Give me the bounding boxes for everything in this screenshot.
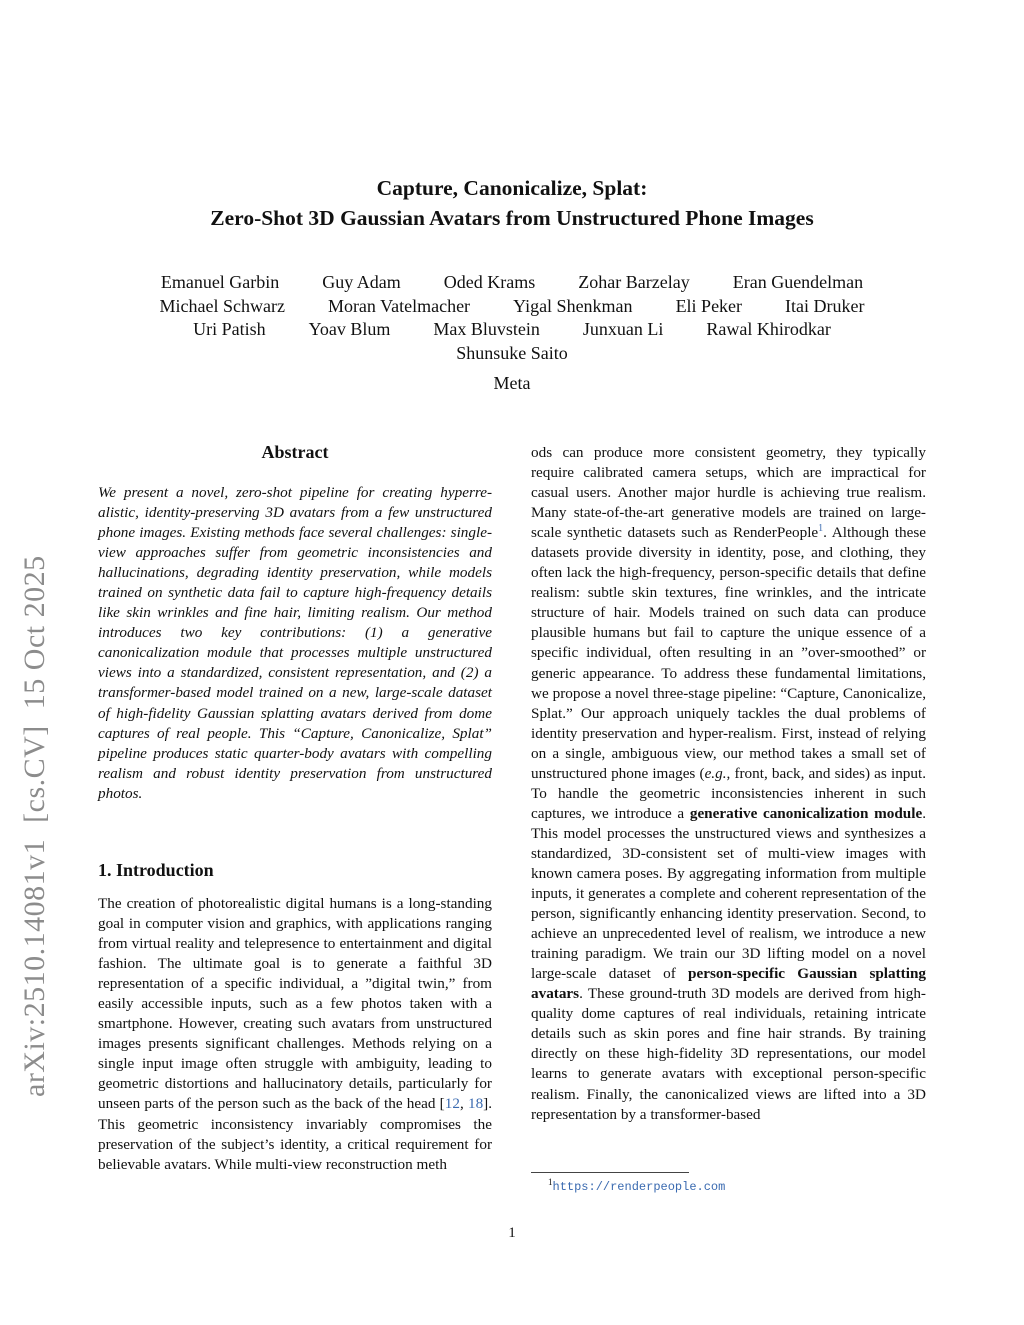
- affiliation: Meta: [493, 373, 531, 393]
- abstract-heading: Abstract: [261, 442, 329, 462]
- author-name: Max Bluvstein: [433, 319, 540, 339]
- author-name: Emanuel Garbin: [160, 272, 280, 292]
- page-number: 1: [508, 1225, 516, 1241]
- author-row: [0, 295, 1024, 319]
- author-list: [0, 271, 1024, 365]
- footnote: [548, 1177, 725, 1194]
- body-text: . These ground-truth 3D models are derived from high-quality dome captures of real individuals, retaining intricate details such as skin pores and fine hair strands. By training directly on these high-fidelity 3D representations, our model learns to generate avatars with exceptional person-specific realism. Finally, the canonicalized views are lifted into a 3D representation by a transformer-based: [531, 985, 926, 1123]
- body-text: . This model processes the unstructured views and synthesizes a standardized, 3D-consistent set of multi-view images with known camera poses. By aggregating information from multiple inputs, it generates a complete and coherent representation of the person, significantly enhancing identity preservation. Second, to achieve an unprecedented level of realism, we introduce a new training paradigm. We train our 3D lifting model on a novel large-scale dataset of: [531, 804, 926, 983]
- intro-text: The creation of photorealistic digital humans is a long-standing goal in computer vision and graphics, with applications ranging from virtual reality and telepresence to entertainment and digital fashion. The ultimate goal is to generate a faithful 3D representation of a specific individual, a ”digital twin,” from easily accessible inputs, such as a few photos taken with a smartphone. However, creating such avatars from unstructured images presents significant challenges. Methods relying on a single input image often struggle with ambiguity, leading to geometric distortions and hallucinatory details, particularly for unseen parts of the person such as the back of the head [: [98, 895, 492, 1113]
- title-line-2: Zero-Shot 3D Gaussian Avatars from Unstructured Phone Images: [210, 206, 814, 230]
- citation-link[interactable]: 12: [444, 1095, 460, 1113]
- body-text: . Although these datasets provide diversity in identity, pose, and clothing, they often lack the high-frequency, person-specific details that define realism: subtle skin textures, fine wrinkles, and the intricate structure of hair. Models trained on such data can produce plausible humans but fail to capture the unique essence of a specific individual, often resulting in an ”over-smoothed” or generic appearance. To address these fundamental limitations, we propose a novel three-stage pipeline: “Capture, Canonicalize, Splat.” Our approach uniquely tackles the dual problems of identity preservation and hyper-realism. First, instead of relying on a single, ambiguous view, our method takes a small set of unstructured phone images (: [531, 524, 926, 782]
- footnote-number: 1: [548, 1177, 553, 1187]
- citation-link[interactable]: 18: [467, 1095, 484, 1113]
- section-heading-introduction: 1. Introduction: [98, 860, 214, 880]
- author-name: Yoav Blum: [308, 319, 391, 339]
- body-text-italic: e.g.: [704, 764, 727, 782]
- author-row: [0, 342, 1024, 366]
- abstract-text: We present a novel, zero-shot pipeline for creating hyperrealistic, identity-preserving 3D avatars from a few unstructured phone images. Existing methods face several challenges: single-view approaches suffer from geometric inconsistencies and hallucinations, degrading identity preservation, while models trained on synthetic data fail to capture high-frequency details like skin wrinkles and fine hair, limiting realism. Our method introduces two key contributions: (1) a generative canonicalization module that processes multiple unstructured views into a standardized, consistent representation, and (2) a transformer-based model trained on a new, large-scale dataset of high-fidelity Gaussian splatting avatars derived from dome captures of real people. This “Capture, Canonicalize, Splat” pipeline produces static quarter-body avatars with compelling realism and robust identity preservation from unstructured photos.: [98, 484, 492, 802]
- author-name: Eli Peker: [675, 295, 743, 316]
- body-text-bold: person-specific Gaussian splatting avatars: [531, 965, 926, 1003]
- author-row: [0, 318, 1024, 342]
- footnote-marker[interactable]: 1: [818, 523, 824, 535]
- body-text: , front, back, and sides) as input. To handle the geometric inconsistencies inherent in such captures, we introduce a: [531, 764, 926, 822]
- author-name: Oded Krams: [443, 272, 536, 292]
- author-name: Michael Schwarz: [159, 295, 285, 316]
- author-name: Yigal Shenkman: [513, 295, 633, 316]
- citation-separator: ,: [459, 1095, 468, 1113]
- author-name: Eran Guendelman: [732, 272, 864, 292]
- intro-text: ]. This geometric inconsistency invariably compromises the preservation of the subject’s identity, a critical requirement for believable avatars. While multi-view reconstruction meth: [98, 1095, 493, 1173]
- body-text-bold: generative canonicalization module: [689, 804, 923, 822]
- arxiv-identifier: arXiv:2510.14081v1 [cs.CV] 15 Oct 2025: [18, 555, 51, 1097]
- author-name: Moran Vatelmacher: [327, 295, 471, 316]
- author-name: Junxuan Li: [582, 319, 664, 339]
- body-text: ods can produce more consistent geometry, they typically require calibrated camera setups, which are impractical for casual users. Another major hurdle is achieving true realism. Many state-of-the-art generative models are trained on large-scale synthetic datasets such as RenderPeople: [531, 444, 926, 542]
- author-name: Shunsuke Saito: [456, 342, 568, 363]
- paper-title: [0, 173, 1024, 233]
- author-name: Zohar Barzelay: [578, 272, 690, 292]
- author-row: [0, 271, 1024, 295]
- footnote-url-link[interactable]: https://renderpeople.com: [552, 1180, 726, 1194]
- author-name: Rawal Khirodkar: [706, 319, 831, 339]
- right-column-text: [531, 443, 926, 1125]
- introduction-paragraph: [98, 894, 492, 1175]
- author-name: Guy Adam: [322, 272, 401, 292]
- footnote-divider: [531, 1172, 689, 1173]
- title-line-1: Capture, Canonicalize, Splat:: [376, 176, 648, 200]
- author-name: Uri Patish: [193, 319, 266, 339]
- author-name: Itai Druker: [785, 295, 865, 316]
